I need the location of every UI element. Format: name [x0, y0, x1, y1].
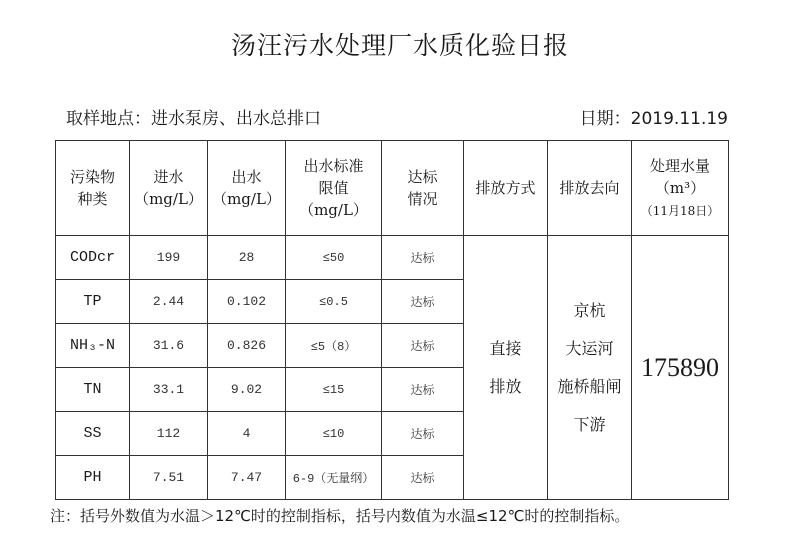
param-cell: CODcr: [56, 236, 130, 280]
header-pollutant: 污染物 种类: [56, 141, 130, 236]
status-cell: 达标: [382, 456, 464, 500]
discharge-mode-cell: 直接 排放: [464, 236, 548, 500]
header-row: [56, 141, 729, 236]
effluent-cell: 9.02: [208, 368, 286, 412]
standard-cell: ≤0.5: [286, 280, 382, 324]
standard-cell: ≤10: [286, 412, 382, 456]
header-compliance: 达标 情况: [382, 141, 464, 236]
status-cell: 达标: [382, 236, 464, 280]
influent-cell: 112: [130, 412, 208, 456]
header-influent: 进水 （mg/L）: [130, 141, 208, 236]
standard-cell: ≤15: [286, 368, 382, 412]
header-standard: 出水标准 限值 （mg/L）: [286, 141, 382, 236]
influent-cell: 199: [130, 236, 208, 280]
status-cell: 达标: [382, 324, 464, 368]
status-cell: 达标: [382, 280, 464, 324]
status-cell: 达标: [382, 368, 464, 412]
header-effluent: 出水 （mg/L）: [208, 141, 286, 236]
effluent-cell: 0.826: [208, 324, 286, 368]
influent-cell: 33.1: [130, 368, 208, 412]
sampling-location: 取样地点：进水泵房、出水总排口: [66, 109, 321, 129]
report-title: 汤汪污水处理厂水质化验日报: [230, 31, 569, 60]
effluent-cell: 4: [208, 412, 286, 456]
discharge-destination-cell: 京杭 大运河 施桥船闸 下游: [548, 236, 632, 500]
standard-cell: ≤5（8）: [286, 324, 382, 368]
volume-cell: 175890: [632, 236, 729, 500]
effluent-cell: 28: [208, 236, 286, 280]
header-discharge-mode: 排放方式: [464, 141, 548, 236]
param-cell: PH: [56, 456, 130, 500]
param-cell: TP: [56, 280, 130, 324]
header-discharge-destination: 排放去向: [548, 141, 632, 236]
param-cell: NH₃-N: [56, 324, 130, 368]
param-cell: TN: [56, 368, 130, 412]
table-row: [56, 236, 729, 280]
status-cell: 达标: [382, 412, 464, 456]
influent-cell: 2.44: [130, 280, 208, 324]
standard-cell: ≤50: [286, 236, 382, 280]
water-quality-table: [55, 140, 729, 500]
effluent-cell: 7.47: [208, 456, 286, 500]
header-volume: 处理水量 （m³） （11月18日）: [632, 141, 729, 236]
influent-cell: 7.51: [130, 456, 208, 500]
influent-cell: 31.6: [130, 324, 208, 368]
footnote: 注：括号外数值为水温＞12℃时的控制指标，括号内数值为水温≤12℃时的控制指标。: [50, 507, 630, 525]
effluent-cell: 0.102: [208, 280, 286, 324]
report-date: 日期：2019.11.19: [579, 109, 728, 129]
standard-cell: 6-9（无量纲）: [286, 456, 382, 500]
param-cell: SS: [56, 412, 130, 456]
